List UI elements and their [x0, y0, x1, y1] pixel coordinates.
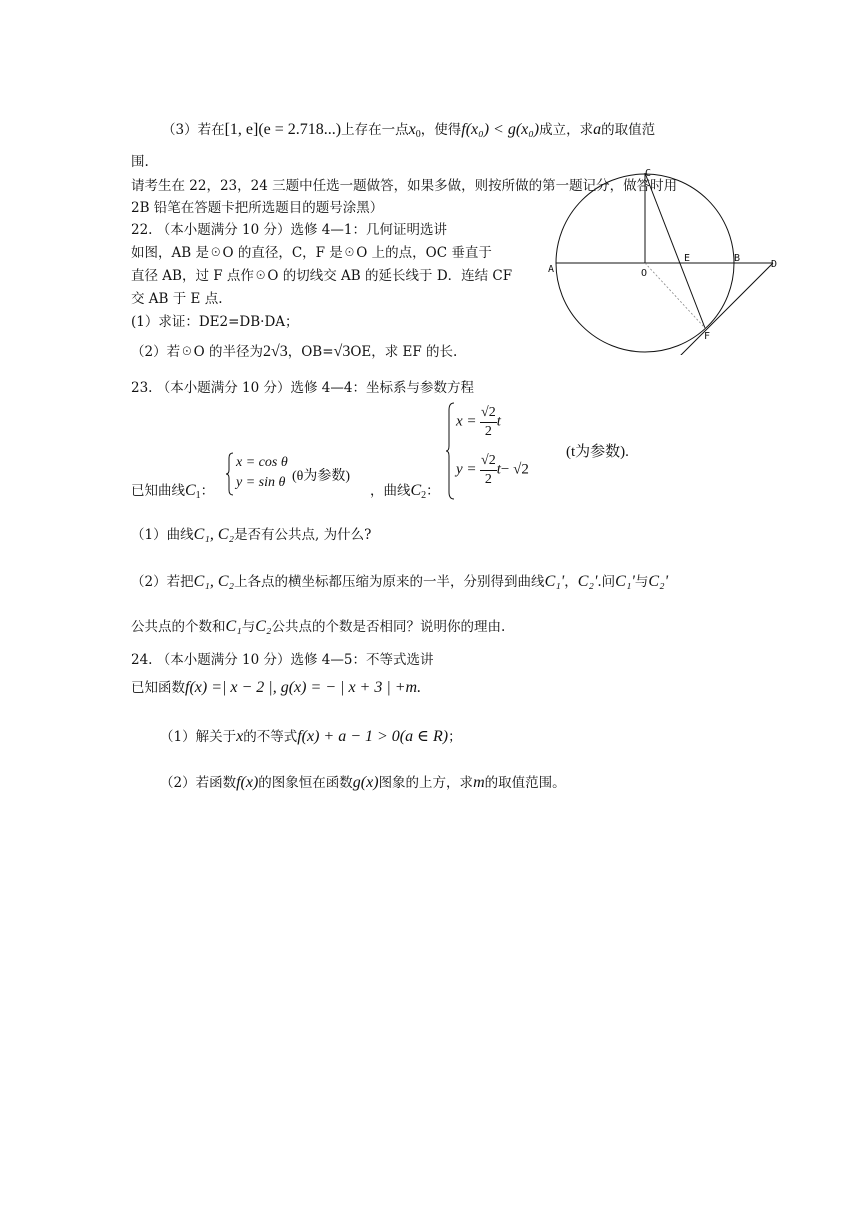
q21-part3-line1: （3）若在[1, e](e = 2.718...)上存在一点$x_0$，使得f(x₀) < g(x₀)成立，求a的取值范 [162, 121, 656, 140]
instruction-line2: 2B 铅笔在答题卡把所选题目的题号涂黑） [131, 200, 384, 216]
q23-part2-line2: 公共点的个数和C₁与C₂公共点的个数是否相同？说明你的理由. [131, 618, 506, 635]
q24-title: 24. （本小题满分 10 分）选修 4—5：不等式选讲 [131, 652, 434, 668]
c2-equation-y: y = $\frac{√2}{2}$ t− √2 [456, 453, 529, 487]
inequality-expression: f(x) + a − 1 > 0(a ∈ R) [297, 728, 449, 745]
q22-body-line1: 如图，AB 是☉O 的直径，C，F 是☉O 上的点，OC 垂直于 [131, 245, 492, 261]
label-c: C [645, 168, 652, 179]
geometry-figure [545, 165, 790, 355]
c1-brace [226, 452, 234, 496]
label-f: F [704, 331, 711, 342]
q23-part2-line1: （2）若把C₁, C₂上各点的横坐标都压缩为原来的一半，分别得到曲线C₁'，C₂'.问C₁'与C₂' [131, 573, 668, 590]
a-symbol: a [593, 121, 602, 138]
instruction-line1: 请考生在 22，23，24 三题中任选一题做答，如果多做，则按所做的第一题记分，做答时用 [131, 178, 678, 194]
label-e: E [684, 253, 691, 264]
q24-function-def: 已知函数f(x) =| x − 2 |, g(x) = − | x + 3 | +m. [131, 679, 422, 696]
q23-c2-lead: ，曲线$C_2$： [370, 482, 440, 501]
curve-c1-symbol: $C_1$ [185, 482, 201, 501]
fraction-sqrt2-over-2-y: $\frac{√2}{2}$ [481, 453, 496, 487]
q22-title: 22. （本小题满分 10 分）选修 4—1：几何证明选讲 [131, 222, 447, 238]
q22-body-line2: 直径 AB，过 F 点作☉O 的切线交 AB 的延长线于 D．连结 CF [131, 268, 513, 284]
q23-curves-lead: 已知曲线$C_1$： [131, 482, 215, 501]
c1-equation-x: x = cos θ [236, 455, 288, 470]
label-b: B [734, 253, 741, 264]
label-d: D [771, 259, 778, 270]
q23-title: 23. （本小题满分 10 分）选修 4—4：坐标系与参数方程 [131, 380, 474, 396]
q22-part1: (1）求证：DE2=DB·DA； [131, 314, 299, 330]
interval-expression: [1, e](e = 2.718...) [224, 121, 342, 138]
q22-part2: （2）若☉O 的半径为2√3，OB=√3OE，求 EF 的长. [131, 343, 458, 360]
x0-symbol: $x_0$ [408, 121, 421, 140]
c2-brace [446, 402, 455, 500]
c1-parameter-note: (θ为参数) [292, 469, 351, 484]
inequality-f-g: f(x₀) < g(x₀) [461, 121, 540, 138]
radius-value: 2√3 [262, 343, 288, 360]
c1-equation-y: y = sin θ [236, 475, 286, 490]
c2-equation-x: x = $\frac{√2}{2}$ t [456, 405, 501, 439]
function-definition: f(x) =| x − 2 |, g(x) = − | x + 3 | +m. [185, 679, 422, 696]
fraction-sqrt2-over-2: $\frac{√2}{2}$ [481, 405, 496, 439]
label-o: O [641, 268, 648, 279]
q22-body-line3: 交 AB 于 E 点. [131, 291, 223, 307]
q24-part2: （2）若函数f(x)的图象恒在函数g(x)图象的上方，求m的取值范围。 [160, 774, 566, 791]
q24-part1: （1）解关于x的不等式f(x) + a − 1 > 0(a ∈ R)； [160, 728, 462, 745]
segment-of [645, 263, 705, 328]
ob-ratio: √3 [333, 343, 351, 360]
q21-part3-line2: 围. [131, 154, 149, 170]
q23-part1: （1）曲线C₁, C₂是否有公共点, 为什么? [131, 526, 372, 543]
c2-parameter-note: (t为参数). [566, 444, 629, 460]
curve-c2-symbol: $C_2$ [410, 482, 427, 501]
label-a: A [548, 264, 555, 275]
segment-cf [645, 173, 705, 328]
